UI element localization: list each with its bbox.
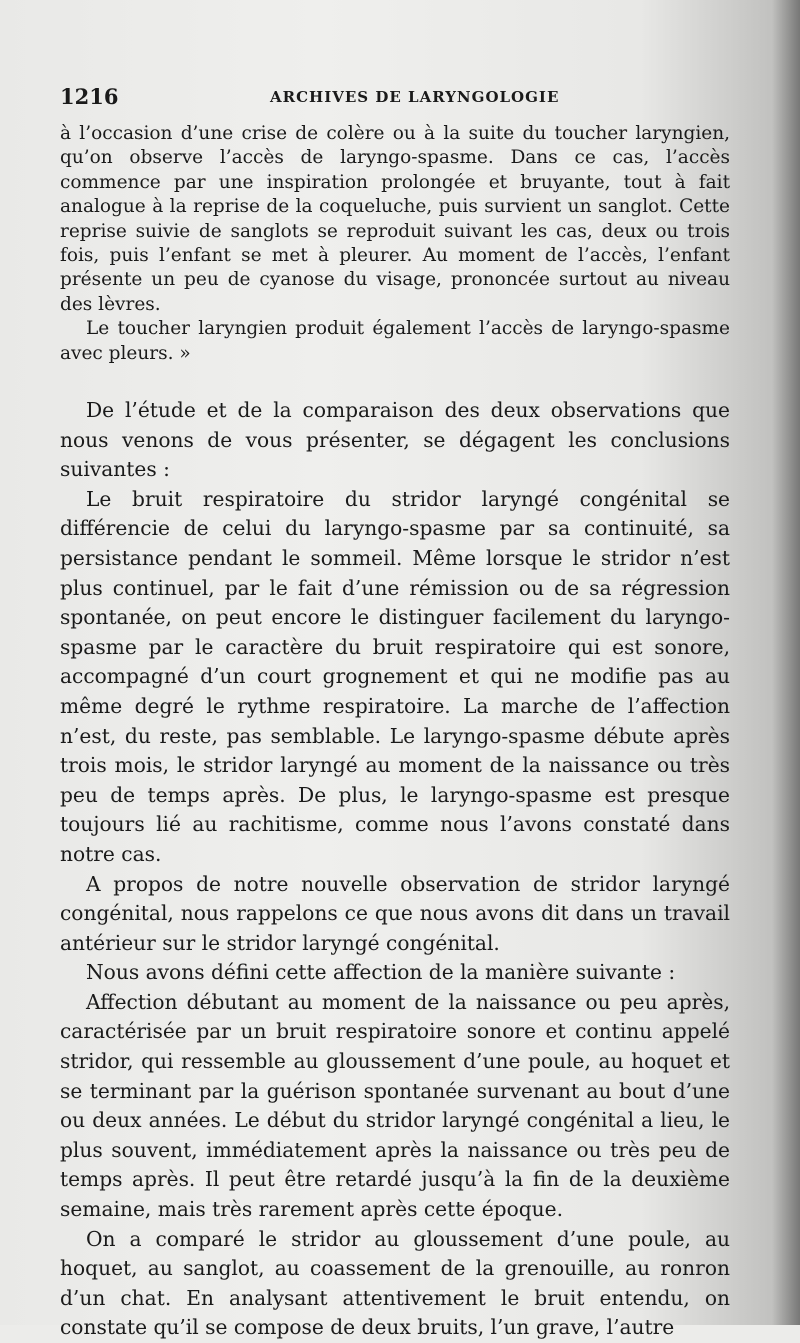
running-head: ARCHIVES DE LARYNGOLOGIE <box>270 88 560 106</box>
page-edge-shadow <box>772 0 800 1325</box>
main-text-block <box>60 396 730 1343</box>
quote-paragraph: à l’occasion d’une crise de colère ou à la suite du toucher laryngien, qu’on observe l’accès de laryngo-spasme. Dans ce cas, l’accès commence par une inspiration prolongée et bruyante, tout à fait analogue à la reprise de la coqueluche, puis survient un sanglot. Cette reprise suivie de sanglots se reproduit suivant les cas, deux ou trois fois, puis l’enfant se met à pleurer. Au moment de l’accès, l’enfant présente un peu de cyanose du visage, prononcée surtout au niveau des lèvres. <box>60 123 730 315</box>
body-paragraph: On a comparé le stridor au gloussement d’une poule, au hoquet, au sanglot, au coassement de la grenouille, au ronron d’un chat. En analysant attentivement le bruit entendu, on constate qu’il se compose de deux bruits, l’un grave, l’autre <box>60 1226 730 1340</box>
body-paragraph: A propos de notre nouvelle observation de stridor laryngé congénital, nous rappelons ce que nous avons dit dans un travail antérieur sur le stridor laryngé congénital. <box>60 871 730 955</box>
body-paragraph: Le bruit respiratoire du stridor laryngé congénital se différencie de celui du laryngo-spasme par sa continuité, sa persistance pendant le sommeil. Même lorsque le stridor n’est plus continuel, par le fait d’une rémission ou de sa régression spontanée, on peut encore le distinguer facilement du laryngo-spasme par le caractère du bruit respiratoire qui est sonore, accompagné d’un court grognement et qui ne modifie pas au même degré le rythme respiratoire. La marche de l’affection n’est, du reste, pas semblable. Le laryngo-spasme débute après trois mois, le stridor laryngé au moment de la naissance ou très peu de temps après. De plus, le laryngo-spasme est presque toujours lié au rachitisme, comme nous l’avons constaté dans notre cas. <box>60 486 730 866</box>
body-paragraph: Nous avons défini cette affection de la manière suivante : <box>86 960 676 985</box>
page-number: 1216 <box>60 84 119 109</box>
page-header <box>60 84 730 114</box>
quote-paragraph: Le toucher laryngien produit également l’accès de laryngo-spasme avec pleurs. » <box>60 318 730 364</box>
quoted-observation-block <box>60 122 730 366</box>
body-paragraph: De l’étude et de la comparaison des deux observations que nous venons de vous présenter, se dégagent les conclusions suivantes : <box>60 398 730 482</box>
body-paragraph: Affection débutant au moment de la naissance ou peu après, caractérisée par un bruit respiratoire sonore et continu appelé stridor, qui ressemble au gloussement d’une poule, au hoquet et se terminant par la guérison spontanée survenant au bout d’une ou deux années. Le début du stridor laryngé congénital a lieu, le plus souvent, immédiatement après la naissance ou très peu de temps après. Il peut être retardé jusqu’à la fin de la deuxième semaine, mais très rarement après cette époque. <box>60 989 730 1222</box>
